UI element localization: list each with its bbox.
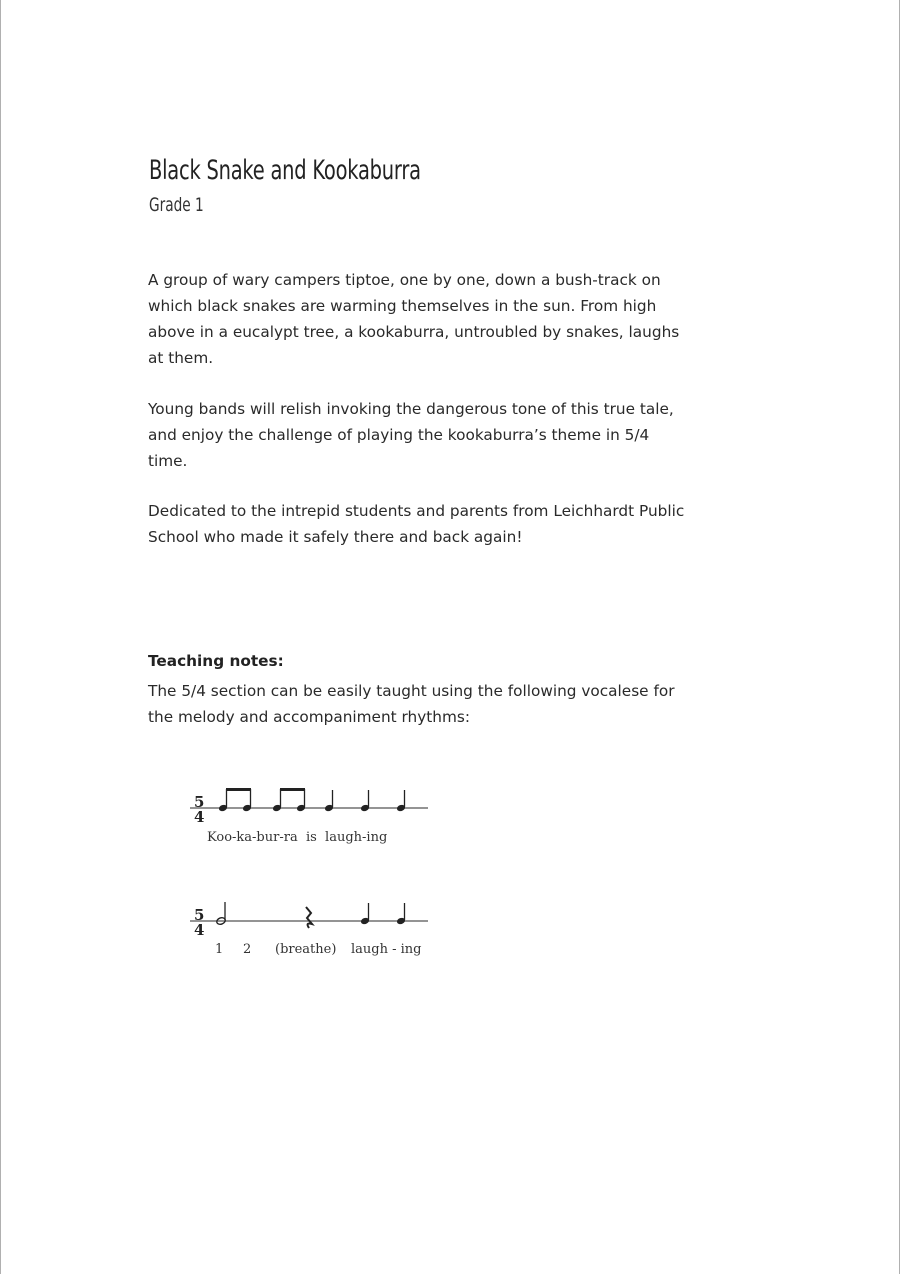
beam	[226, 788, 251, 791]
time-signature-top: 5	[194, 906, 205, 924]
quarter-note-1	[324, 790, 334, 812]
teaching-notes-text: The 5/4 section can be easily taught using the following vocalese for the melody and accompaniment rhythms:	[148, 682, 675, 726]
quarter-note-3	[396, 790, 406, 812]
beam	[280, 788, 305, 791]
rest-glyph	[306, 907, 312, 928]
count-2: 2	[243, 942, 252, 957]
grade-label: Grade 1	[149, 194, 204, 216]
accompaniment-vocalese	[215, 942, 421, 957]
time-signature-bottom: 4	[194, 808, 205, 826]
breathe-label: (breathe)	[275, 942, 337, 957]
half-note	[216, 902, 226, 925]
dedication-paragraph: Dedicated to the intrepid students and parents from Leichhardt Public School who made it safely there and back again!	[148, 502, 685, 546]
laugh-ing-label: laugh - ing	[351, 942, 422, 957]
time-signature-bottom: 4	[194, 921, 205, 939]
quarter-rest	[306, 907, 312, 928]
melody-vocalese: Koo-ka-bur-ra is laugh-ing	[207, 830, 388, 845]
description-paragraph-2: Young bands will relish invoking the dangerous tone of this true tale, and enjoy the challenge of playing the kookaburra’s theme in 5/4 time.	[148, 400, 674, 470]
quarter-note-1	[360, 903, 370, 925]
time-signature-top: 5	[194, 793, 205, 811]
quarter-note-2	[360, 790, 370, 812]
count-1: 1	[215, 942, 224, 957]
page-left-border	[0, 0, 1, 1274]
piece-title: Black Snake and Kookaburra	[149, 155, 421, 186]
eighth-note-pair-2	[272, 788, 306, 812]
teaching-notes-heading: Teaching notes:	[148, 652, 284, 670]
eighth-note-pair-1	[218, 788, 252, 812]
quarter-note-2	[396, 903, 406, 925]
description-paragraph-1: A group of wary campers tiptoe, one by one, down a bush-track on which black snakes are warming themselves in the sun. From high above in a eucalypt tree, a kookaburra, untroubled by snakes, laughs at them.	[148, 271, 680, 367]
